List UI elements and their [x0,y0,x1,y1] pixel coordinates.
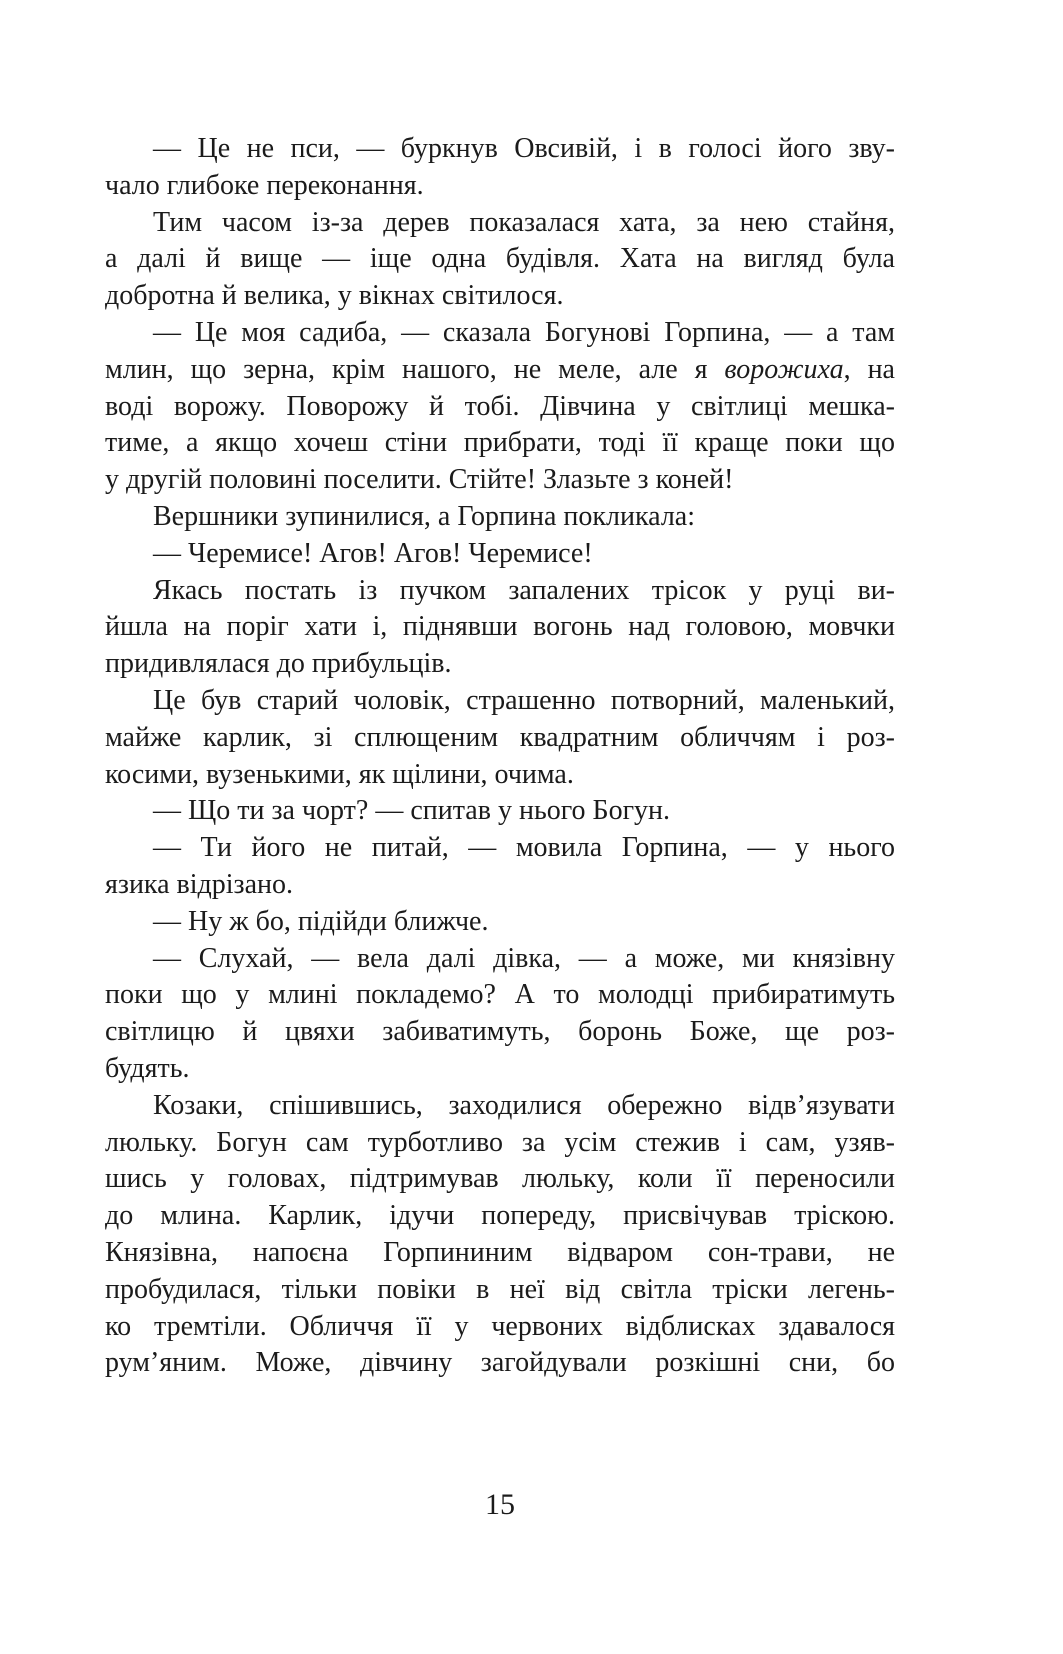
text-line [105,205,895,242]
text-line [105,1088,895,1125]
text-segment: Вершники зупинилися, а Горпина покликала: [153,500,696,532]
page-number: 15 [485,1488,515,1521]
text-segment: — Це не пси, — буркнув Овсивій, і в голосі його зву- [153,133,895,164]
text-line [105,425,895,462]
text-line [105,499,895,536]
text-segment: — Це моя садиба, — сказала Богунові Горпина, — а там [153,316,895,348]
text-line [105,867,895,904]
text-segment: Якась постать із пучком запалених трісок у руці ви- [153,574,895,606]
text-line [105,830,895,867]
text-line [105,1014,895,1051]
body-text [105,131,895,1382]
text-segment: будять. [105,1052,190,1084]
text-line [105,757,895,794]
text-segment: тиме, а якщо хочеш стіни прибрати, тоді її краще поки що [105,427,895,459]
text-segment: язика відрізано. [105,868,294,900]
text-line [105,131,895,168]
text-segment: а далі й вище — іще одна будівля. Хата на вигляд була [105,243,895,275]
text-segment: рум’яним. Може, дівчину загойдували розкішні сни, бо [105,1347,895,1379]
text-line [105,1272,895,1309]
text-line [105,1161,895,1198]
text-line [105,1198,895,1235]
text-segment: косими, вузенькими, як щілини, очима. [105,758,574,790]
text-segment: — Ти його не питай, — мовила Горпина, — у нього [153,832,895,864]
text-segment: люльку. Богун сам турботливо за усім стежив і сам, узяв- [105,1126,895,1158]
text-segment: чало глибоке переконання. [105,169,424,201]
text-segment: млин, що зерна, крім нашого, не меле, але я [105,353,725,385]
text-segment: Козаки, спішившись, заходилися обережно відв’язувати [153,1089,895,1121]
text-segment: добротна й велика, у вікнах світилося. [105,280,564,312]
text-line [105,462,895,499]
text-line [105,389,895,426]
italic-text-segment: ворожиха [724,353,844,385]
text-line [105,646,895,683]
text-segment: у другій половині поселити. Стійте! Злазьте з коней! [105,464,734,496]
text-segment: майже карлик, зі сплющеним квадратним обличчям і роз- [105,721,895,753]
text-line [105,609,895,646]
text-segment: , на [843,353,895,385]
text-segment: ко тремтіли. Обличчя її у червоних відблисках здавалося [105,1310,895,1342]
text-line [105,941,895,978]
text-segment: Це був старий чоловік, страшенно потворний, маленький, [153,684,895,716]
text-segment: — Ну ж бо, підійди ближче. [153,905,489,937]
text-line [105,241,895,278]
text-segment: — Черемисе! Агов! Агов! Черемисе! [153,537,593,569]
text-segment: придивлялася до прибульців. [105,648,452,680]
text-segment: воді ворожу. Поворожу й тобі. Дівчина у світлиці мешка- [105,390,895,422]
text-line [105,683,895,720]
text-segment: шись у головах, підтримував люльку, коли її переносили [105,1163,895,1195]
text-line [105,720,895,757]
text-line [105,793,895,830]
text-line [105,168,895,205]
text-segment: Князівна, напоєна Горпининим відваром сон-трави, не [105,1236,895,1268]
text-segment: — Що ти за чорт? — спитав у нього Богун. [153,795,671,827]
text-line [105,1125,895,1162]
text-line [105,315,895,352]
text-line [105,977,895,1014]
text-line [105,1345,895,1382]
text-line [105,904,895,941]
text-line [105,536,895,573]
text-segment: світлицю й цвяхи забиватимуть, боронь Боже, ще роз- [105,1016,895,1048]
text-line [105,1235,895,1272]
text-line [105,278,895,315]
text-segment: йшла на поріг хати і, піднявши вогонь над головою, мовчки [105,611,895,643]
text-line [105,573,895,610]
text-line [105,352,895,389]
text-line [105,1051,895,1088]
text-line [105,1309,895,1346]
text-segment: — Слухай, — вела далі дівка, — а може, ми князівну [153,942,895,974]
text-segment: поки що у млині покладемо? А то молодці прибиратимуть [105,979,895,1011]
text-segment: Тим часом із-за дерев показалася хата, за нею стайня, [153,206,895,238]
text-segment: до млина. Карлик, ідучи попереду, присвічував тріскою. [105,1200,895,1232]
text-segment: пробудилася, тільки повіки в неї від світла тріски легень- [105,1273,895,1305]
